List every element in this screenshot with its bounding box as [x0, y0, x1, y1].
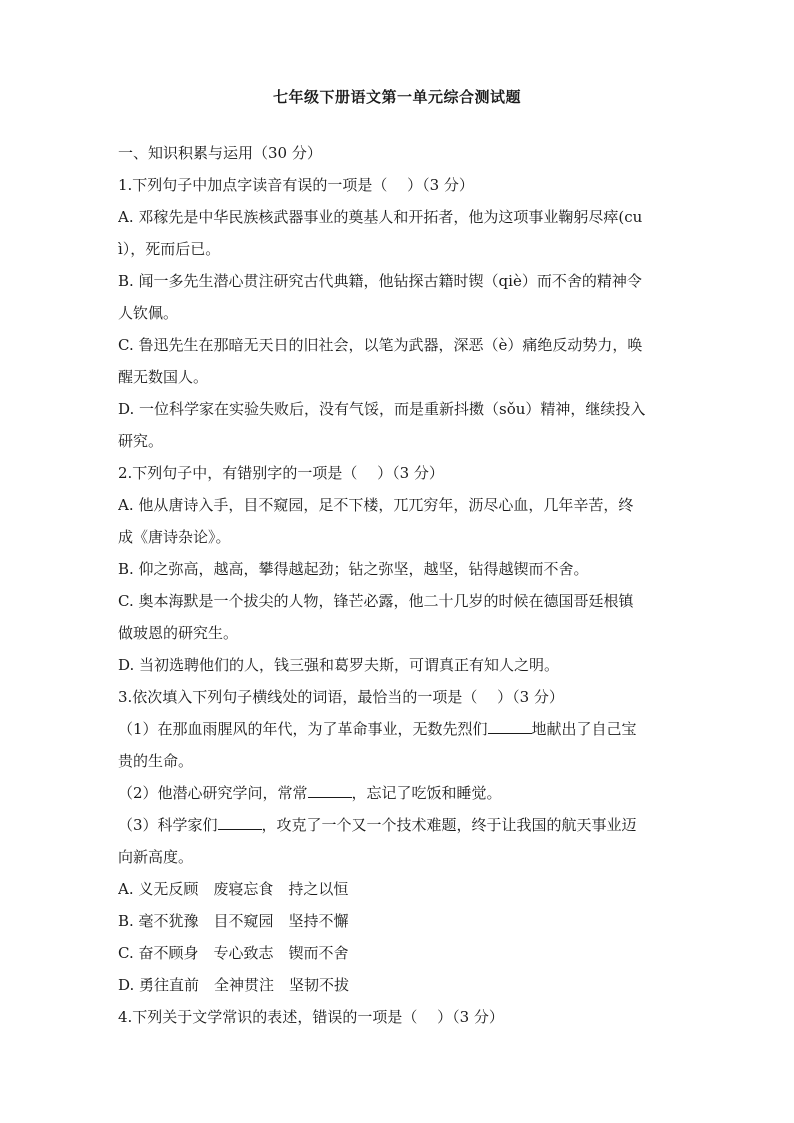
- question-1-option-a-cont: ì），死而后已。: [118, 240, 221, 258]
- question-1-option-a: A. 邓稼先是中华民族核武器事业的奠基人和开拓者，他为这项事业鞠躬尽瘁(cu: [118, 208, 643, 226]
- question-3-option-c: C. 奋不顾身 专心致志 锲而不舍: [118, 944, 349, 962]
- question-3-sentence-3: [118, 809, 678, 841]
- sentence-text: ，攻克了一个又一个技术难题，终于让我国的航天事业迈: [261, 816, 637, 834]
- question-2-option-a: A. 他从唐诗入手，目不窥园，足不下楼，兀兀穷年，沥尽心血，几年辛苦，终: [118, 496, 634, 514]
- question-3-sentence-2: [118, 777, 678, 809]
- question-1-option-b: B. 闻一多先生潜心贯注研究古代典籍，他钻探古籍时锲（qiè）而不舍的精神令: [118, 272, 642, 290]
- fill-blank: [218, 815, 262, 830]
- question-2-option-c: C. 奥本海默是一个拔尖的人物，锋芒必露，他二十几岁的时候在德国哥廷根镇: [118, 592, 634, 610]
- sentence-text: 地献出了自己宝: [531, 720, 637, 738]
- question-2-option-c-cont: 做玻恩的研究生。: [118, 624, 239, 642]
- question-4-stem: 4.下列关于文学常识的表述，错误的一项是（ ）（3 分）: [118, 1008, 504, 1026]
- question-3-sentence-1: [118, 713, 678, 745]
- question-3-sentence-1-cont: 贵的生命。: [118, 752, 194, 770]
- question-3-option-a: A. 义无反顾 废寝忘食 持之以恒: [118, 880, 349, 898]
- question-1-stem: 1.下列句子中加点字读音有误的一项是（ ）（3 分）: [118, 176, 474, 194]
- question-2-option-d: D. 当初选聘他们的人，钱三强和葛罗夫斯，可谓真正有知人之明。: [118, 656, 560, 674]
- sentence-text: （2）他潜心研究学问，常常: [118, 784, 308, 802]
- sentence-text: ，忘记了吃饭和睡觉。: [351, 784, 502, 802]
- document-body: [118, 137, 678, 1033]
- question-3-option-d: D. 勇往直前 全神贯注 坚韧不拔: [118, 976, 350, 994]
- sentence-text: （1）在那血雨腥风的年代，为了革命事业，无数先烈们: [118, 720, 488, 738]
- question-1-option-b-cont: 人钦佩。: [118, 304, 179, 322]
- question-3-option-b: B. 毫不犹豫 目不窥园 坚持不懈: [118, 912, 349, 930]
- question-2-option-a-cont: 成《唐诗杂论》。: [118, 528, 231, 546]
- section-heading: 一、知识积累与运用（30 分）: [118, 144, 322, 162]
- question-1-option-c-cont: 醒无数国人。: [118, 368, 209, 386]
- fill-blank: [308, 783, 352, 798]
- question-2-option-b: B. 仰之弥高，越高，攀得越起劲；钻之弥坚，越坚，钻得越锲而不舍。: [118, 560, 589, 578]
- question-3-stem: 3.依次填入下列句子横线处的词语，最恰当的一项是（ ）（3 分）: [118, 688, 564, 706]
- sentence-text: （3）科学家们: [118, 816, 218, 834]
- question-1-option-d-cont: 研究。: [118, 432, 164, 450]
- question-3-sentence-3-cont: 向新高度。: [118, 848, 194, 866]
- question-2-stem: 2.下列句子中，有错别字的一项是（ ）（3 分）: [118, 464, 444, 482]
- page-title: 七年级下册语文第一单元综合测试题: [272, 88, 521, 106]
- question-1-option-c: C. 鲁迅先生在那暗无天日的旧社会，以笔为武器，深恶（è）痛绝反动势力，唤: [118, 336, 643, 354]
- fill-blank: [488, 719, 532, 734]
- question-1-option-d: D. 一位科学家在实验失败后，没有气馁，而是重新抖擞（sǒu）精神，继续投入: [118, 400, 646, 418]
